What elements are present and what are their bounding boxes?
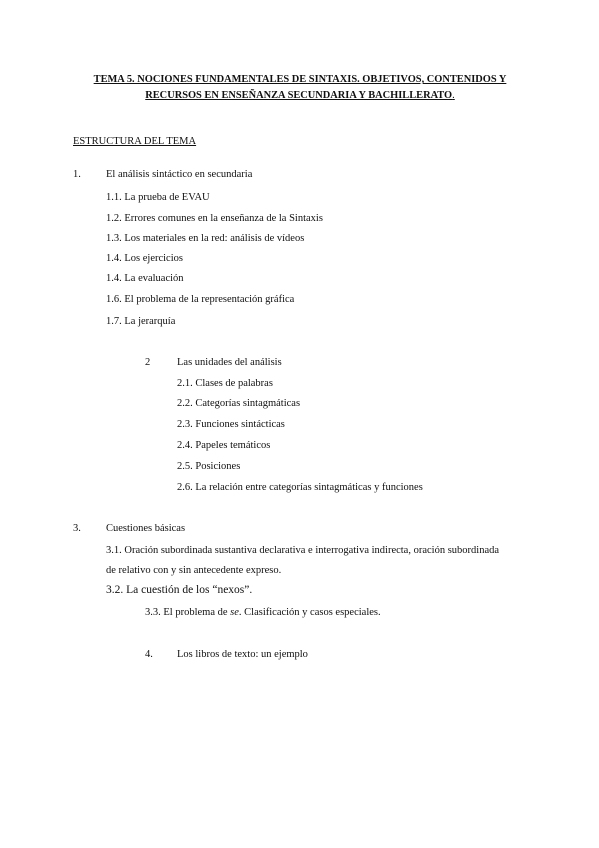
document-title-line1: TEMA 5. NOCIONES FUNDAMENTALES DE SINTAXIS. OBJETIVOS, CONTENIDOS Y	[93, 74, 507, 85]
section3-number: 3.	[73, 523, 81, 534]
section3-item1-line1: 3.1. Oración subordinada sustantiva declarativa e interrogativa indirecta, oración subordinada	[106, 545, 500, 556]
document-title-period: .	[452, 90, 455, 101]
section2-title: Las unidades del análisis	[177, 357, 282, 368]
section2-item: 2.2. Categorías sintagmáticas	[177, 398, 301, 409]
section4-number: 4.	[145, 649, 153, 660]
section4-title: Los libros de texto: un ejemplo	[177, 649, 308, 660]
section1-title: El análisis sintáctico en secundaria	[106, 169, 253, 180]
section1-number: 1.	[73, 169, 81, 180]
section2-item: 2.1. Clases de palabras	[177, 378, 273, 389]
section3-item3	[145, 606, 381, 619]
section1-item: 1.3. Los materiales en la red: análisis de vídeos	[106, 233, 305, 244]
document-title-line2	[40, 88, 560, 104]
section3-item1-line2: de relativo con y sin antecedente expreso.	[106, 565, 282, 576]
section2-item: 2.3. Funciones sintácticas	[177, 419, 285, 430]
section1-item: 1.2. Errores comunes en la enseñanza de la Sintaxis	[106, 213, 323, 224]
section2-number: 2	[145, 357, 151, 368]
section2-item: 2.5. Posiciones	[177, 461, 241, 472]
section1-item: 1.6. El problema de la representación gráfica	[106, 294, 295, 305]
section1-item: 1.4. Los ejercicios	[106, 253, 183, 264]
document-title-line2-text: RECURSOS EN ENSEÑANZA SECUNDARIA Y BACHILLERATO	[145, 90, 453, 101]
section3-item3-emphasis: se	[230, 607, 239, 618]
section3-title: Cuestiones básicas	[106, 523, 186, 534]
section3-item3-suffix: . Clasificación y casos especiales.	[238, 607, 381, 618]
section3-item3-prefix: 3.3. El problema de	[145, 607, 231, 618]
section1-item: 1.1. La prueba de EVAU	[106, 192, 210, 203]
section1-item: 1.4. La evaluación	[106, 273, 184, 284]
section2-item: 2.6. La relación entre categorías sintagmáticas y funciones	[177, 482, 423, 493]
section1-item: 1.7. La jerarquía	[106, 316, 176, 327]
section2-item: 2.4. Papeles temáticos	[177, 440, 271, 451]
section3-item2: 3.2. La cuestión de los “nexos”.	[106, 584, 253, 596]
document-title	[40, 72, 560, 104]
structure-heading: ESTRUCTURA DEL TEMA	[73, 136, 197, 147]
